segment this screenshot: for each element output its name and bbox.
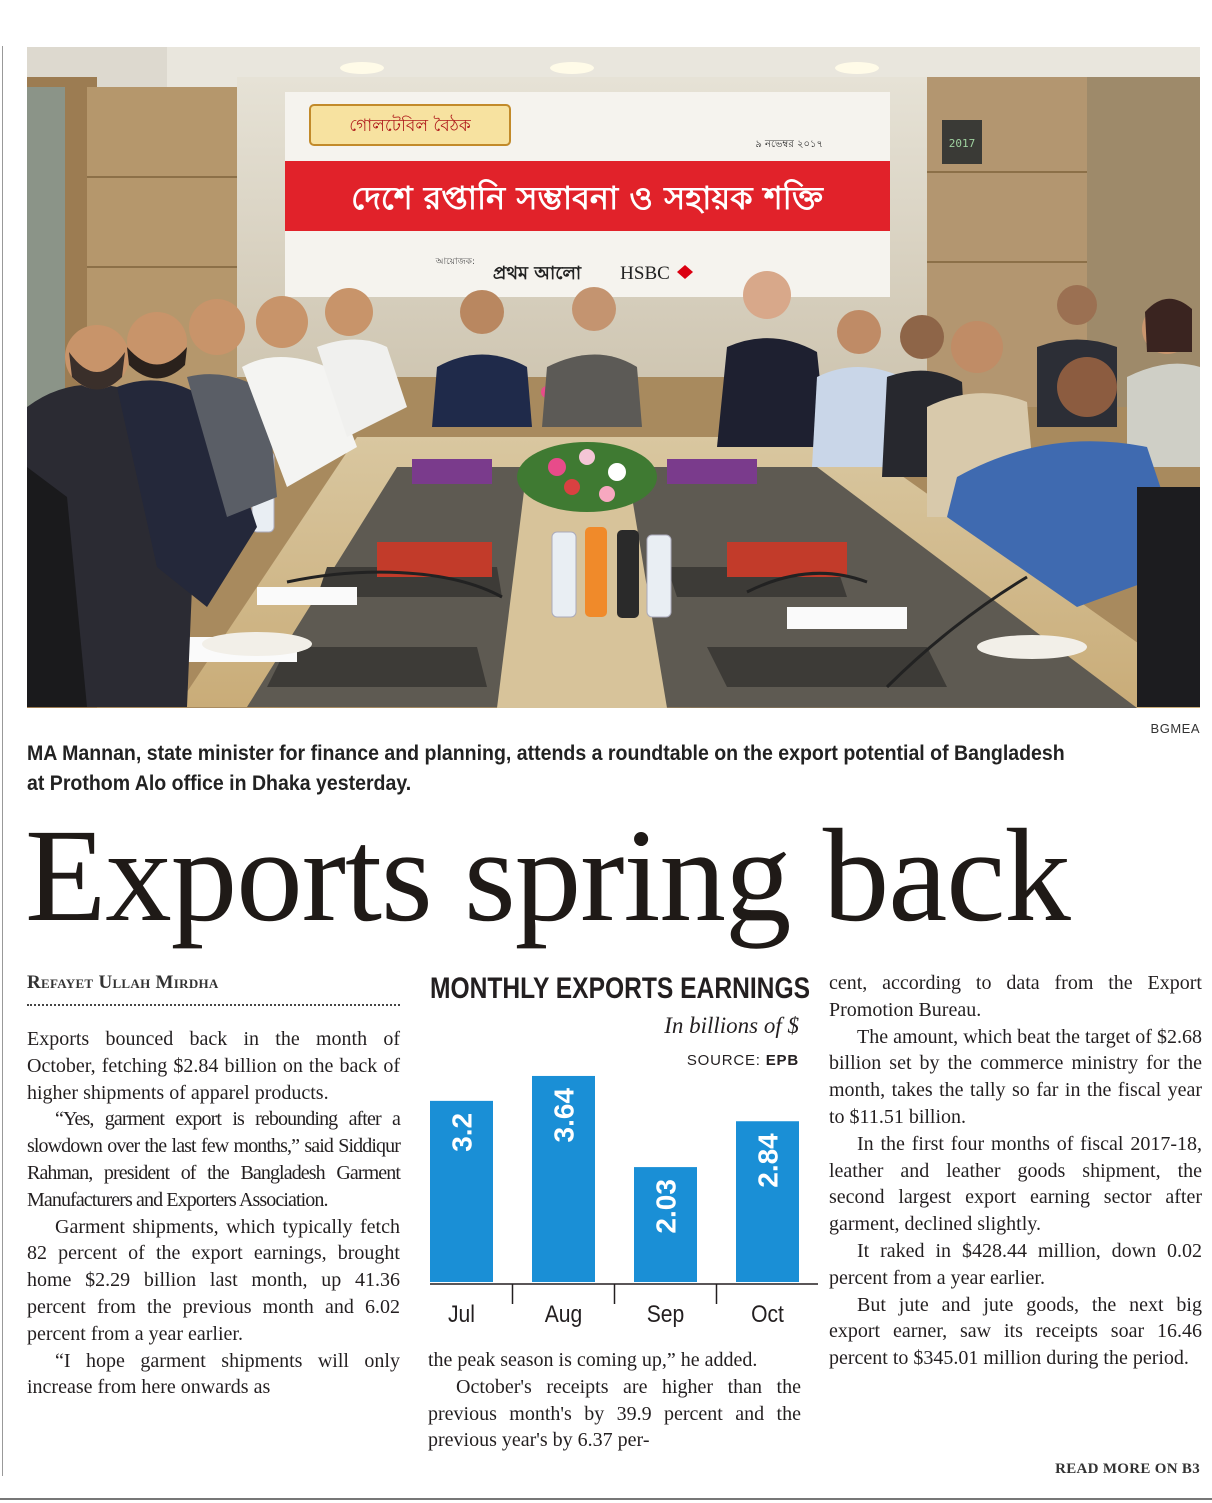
article-paragraph: “Yes, garment export is rebounding after a slowdown over the last few months,” said Siddiqur Rahman, president of the Bangladesh Garment Manufacturers and Exporters Association.: [27, 1108, 400, 1211]
article-column-2: [428, 1347, 801, 1454]
headline: Exports spring back: [25, 801, 1070, 949]
chart-category-label: Aug: [544, 1300, 583, 1328]
prothom-alo-logo: প্রথম আলো: [492, 263, 582, 284]
chart-value-label: 3.64: [548, 1087, 580, 1143]
banner-organizer-label: আয়োজক:: [435, 257, 475, 267]
chart-category-label: Jul: [448, 1300, 475, 1328]
article-paragraph: cent, according to data from the Export Promotion Bureau.: [829, 972, 1202, 1021]
photo-credit: BGMEA: [1150, 721, 1200, 736]
chart-value-label: 3.2: [446, 1112, 478, 1152]
article-paragraph: It raked in $428.44 million, down 0.02 percent from a year earlier.: [829, 1239, 1202, 1289]
article-paragraph: The amount, which beat the target of $2.68 billion set by the commerce ministry for the month, takes the tally so far in the fiscal year to $11.51 billion.: [829, 1025, 1202, 1128]
read-more-link[interactable]: READ MORE ON B3: [1055, 1461, 1200, 1477]
hsbc-logo: HSBC: [620, 263, 670, 284]
chart-category-label: Sep: [646, 1300, 685, 1328]
chart-value-label: 2.03: [650, 1179, 682, 1234]
chart-unit: In billions of $: [664, 1013, 799, 1038]
chart-source-value: EPB: [765, 1052, 799, 1069]
photo-caption: [27, 739, 1197, 799]
byline: Refayet Ullah Mirdha: [27, 972, 219, 993]
wall-clock-text: 2017: [948, 137, 976, 150]
article-paragraph: Exports bounced back in the month of October, fetching $2.84 billion on the back of higher shipments of apparel products.: [27, 1028, 400, 1104]
article-paragraph: But jute and jute goods, the next big export earner, saw its receipts soar 16.46 percent to $345.01 million during the period.: [829, 1293, 1202, 1370]
roundtable-photo: [27, 47, 1200, 708]
byline-divider: [27, 1004, 400, 1006]
left-column-rule: [2, 46, 3, 1476]
article-paragraph: In the first four months of fiscal 2017-18, leather and leather goods shipment, the second largest export earning sector after garment, declined slightly.: [829, 1132, 1202, 1236]
banner-title: দেশে রপ্তানি সম্ভাবনা ও সহায়ক শক্তি: [351, 179, 823, 217]
caption-line-1: MA Mannan, state minister for finance and planning, attends a roundtable on the export potential of Bangladesh: [27, 742, 1065, 765]
caption-line-2: at Prothom Alo office in Dhaka yesterday.: [27, 772, 412, 795]
chart-value-label: 2.84: [752, 1133, 784, 1188]
exports-bar-chart: [420, 1020, 820, 1340]
chart-source-label: SOURCE:: [686, 1052, 766, 1069]
article-column-3: [829, 970, 1202, 1372]
banner-top-label: গোলটেবিল বৈঠক: [349, 116, 471, 136]
article-column-1: [27, 1026, 400, 1401]
banner-date: ৯ নভেম্বর ২০১৭: [755, 139, 823, 150]
article-paragraph: October's receipts are higher than the previous month's by 39.9 percent and the previous year's by 6.37 per-: [428, 1375, 801, 1452]
article-paragraph: Garment shipments, which typically fetch 82 percent of the export earnings, brought home $2.29 billion last month, up 41.36 percent from the previous month and 6.02 percent from a year earlier.: [27, 1215, 400, 1345]
page-bottom-rule: [0, 1498, 1212, 1500]
roundtable-photo-illustration: [27, 47, 1200, 708]
chart-category-label: Oct: [751, 1300, 784, 1328]
article-paragraph: the peak season is coming up,” he added.: [428, 1349, 758, 1371]
chart-title: MONTHLY EXPORTS EARNINGS: [430, 972, 810, 1005]
article-paragraph: “I hope garment shipments will only increase from here onwards as: [27, 1349, 400, 1399]
